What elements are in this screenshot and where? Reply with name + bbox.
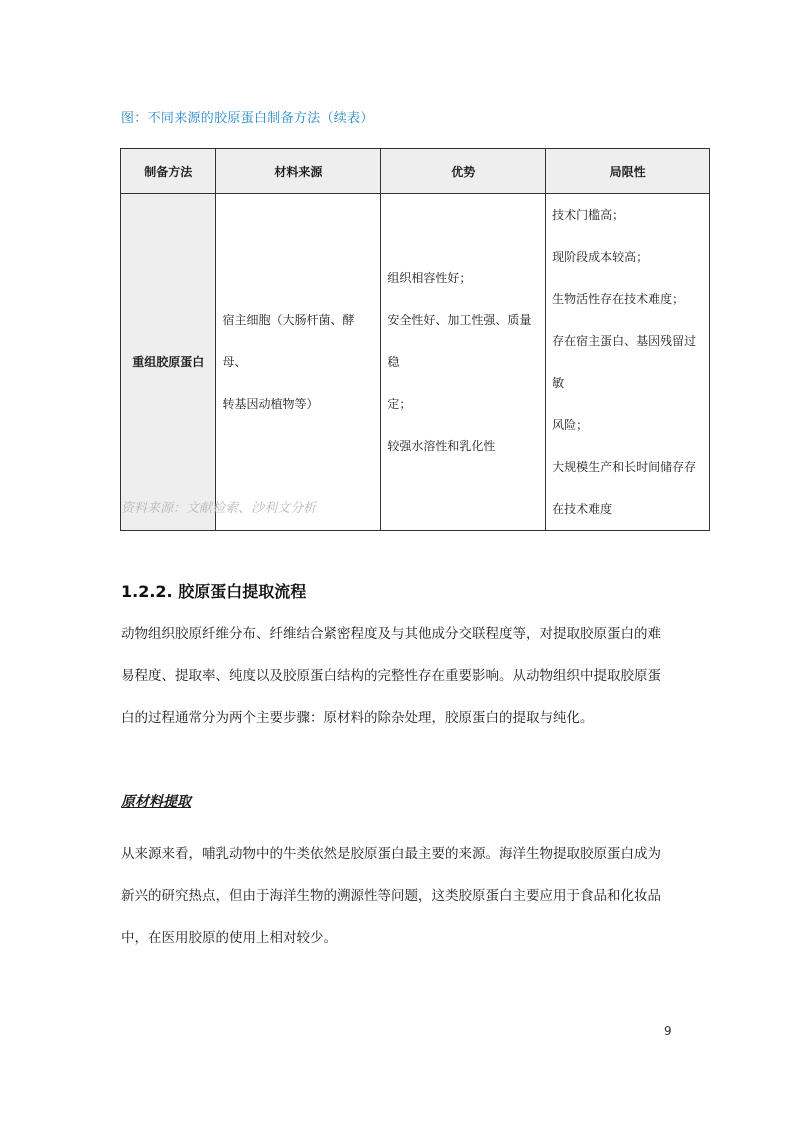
- header-source: 材料来源: [216, 149, 381, 194]
- table-row: [121, 194, 710, 531]
- advantage-cell: [381, 194, 546, 531]
- source-line: 宿主细胞（大肠杆菌、酵母、: [222, 313, 355, 369]
- table-header-row: [121, 149, 710, 194]
- source-cell: [216, 194, 381, 531]
- header-method: 制备方法: [121, 149, 216, 194]
- header-advantage: 优势: [381, 149, 546, 194]
- source-note: 资料来源：文献检索、沙利文分析: [121, 501, 317, 516]
- method-cell: 重组胶原蛋白: [121, 194, 216, 531]
- limitation-line: 生物活性存在技术难度；: [552, 292, 685, 306]
- table-caption: 图：不同来源的胶原蛋白制备方法（续表）: [121, 111, 374, 126]
- paragraph-line: 新兴的研究热点，但由于海洋生物的溯源性等问题，这类胶原蛋白主要应用于食品和化妆品: [121, 888, 661, 904]
- advantage-line: 组织相容性好；: [387, 271, 472, 285]
- paragraph-line: 白的过程通常分为两个主要步骤：原材料的除杂处理，胶原蛋白的提取与纯化。: [121, 710, 594, 726]
- paragraph-line: 中，在医用胶原的使用上相对较少。: [121, 930, 337, 946]
- page-number: 9: [664, 1024, 672, 1038]
- source-line: 转基因动植物等）: [222, 397, 319, 411]
- section-heading: 1.2.2. 胶原蛋白提取流程: [121, 582, 307, 601]
- paragraph-line: 易程度、提取率、纯度以及胶原蛋白结构的完整性存在重要影响。从动物组织中提取胶原蛋: [121, 668, 661, 684]
- subsection-heading: 原材料提取: [121, 794, 191, 810]
- limitation-line: 在技术难度: [552, 502, 613, 516]
- limitation-line: 现阶段成本较高；: [552, 250, 649, 264]
- paragraph-line: 动物组织胶原纤维分布、纤维结合紧密程度及与其他成分交联程度等，对提取胶原蛋白的难: [121, 626, 661, 642]
- preparation-methods-table: [120, 148, 710, 531]
- limitation-line: 大规模生产和长时间储存存: [552, 460, 697, 474]
- subsection-paragraph: [121, 833, 681, 959]
- advantage-line: 较强水溶性和乳化性: [387, 439, 496, 453]
- limitation-line: 风险；: [552, 418, 589, 432]
- header-limitation: 局限性: [546, 149, 710, 194]
- advantage-line: 定；: [387, 397, 412, 411]
- limitation-line: 存在宿主蛋白、基因残留过敏: [552, 334, 697, 390]
- limitation-cell: [546, 194, 710, 531]
- section-paragraph: [121, 613, 681, 739]
- paragraph-line: 从来源来看，哺乳动物中的牛类依然是胶原蛋白最主要的来源。海洋生物提取胶原蛋白成为: [121, 846, 661, 862]
- limitation-line: 技术门槛高；: [552, 208, 625, 222]
- advantage-line: 安全性好、加工性强、质量稳: [387, 313, 532, 369]
